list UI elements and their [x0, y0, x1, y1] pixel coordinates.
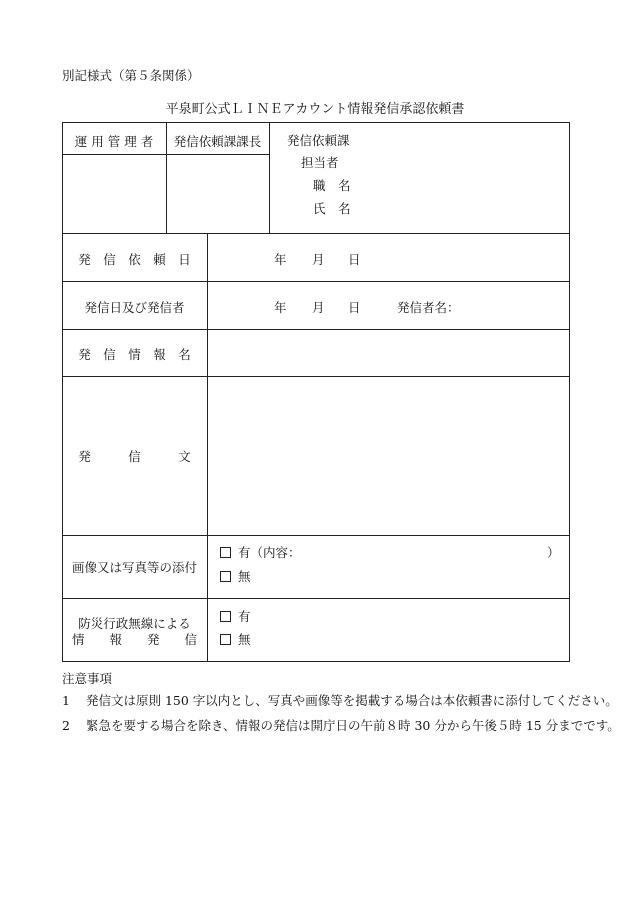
attachment-label: 画像又は写真等の添付 — [71, 560, 197, 575]
row-divider — [62, 281, 570, 282]
request-date-day: 日 — [348, 252, 361, 267]
row-divider — [62, 535, 570, 536]
operations-manager-label: 運 用 管 理 者 — [74, 134, 154, 149]
attachment-no-text: 無 — [238, 569, 251, 584]
request-date-month: 月 — [312, 252, 325, 267]
attachment-close-paren: ） — [547, 545, 560, 560]
disaster-radio-label-line1: 防災行政無線による — [78, 616, 191, 631]
note-number: 2 — [62, 718, 70, 733]
name-label: 氏 名 — [313, 201, 351, 216]
notes-title: 注意事項 — [62, 671, 113, 686]
person-in-charge-label: 担当者 — [301, 155, 339, 170]
row-divider — [62, 376, 570, 377]
document-title: 平泉町公式ＬＩＮＥアカウント情報発信承認依頼書 — [165, 102, 465, 117]
attachment-yes-option[interactable] — [220, 543, 301, 561]
request-date-year: 年 — [274, 252, 287, 267]
note-text: 発信文は原則 150 字以内とし、写真や画像等を掲載する場合は本依頼書に添付してください。 — [86, 693, 618, 708]
row-divider — [62, 329, 570, 330]
note-text: 緊急を要する場合を除き、情報の発信は開庁日の午前８時 30 分から午後５時 15 分までです。 — [86, 718, 620, 733]
row-divider — [62, 598, 570, 599]
disaster-radio-yes-text: 有 — [238, 609, 251, 624]
section-chief-label: 発信依頼課課長 — [173, 134, 262, 149]
send-date-day: 日 — [348, 300, 361, 315]
requesting-section-label: 発信依頼課 — [287, 133, 350, 148]
note-number: 1 — [62, 693, 70, 708]
row-divider — [62, 233, 570, 234]
send-date-year: 年 — [274, 300, 287, 315]
attachment-no-option[interactable] — [220, 567, 251, 585]
disaster-radio-yes-option[interactable] — [220, 607, 251, 625]
disaster-radio-no-option[interactable] — [220, 630, 251, 648]
send-date-month: 月 — [312, 300, 325, 315]
sender-name-label: 発信者名： — [397, 300, 460, 315]
position-label: 職 名 — [313, 178, 351, 193]
form-label: 別記様式（第５条関係） — [62, 68, 200, 83]
message-label: 発 信 文 — [78, 449, 191, 464]
request-date-label: 発 信 依 頼 日 — [78, 252, 191, 267]
disaster-radio-no-text: 無 — [238, 632, 251, 647]
attachment-yes-text: 有（内容： — [238, 545, 301, 560]
disaster-radio-no-checkbox[interactable] — [220, 634, 231, 645]
disaster-radio-yes-checkbox[interactable] — [220, 611, 231, 622]
send-date-sender-label: 発信日及び発信者 — [84, 300, 185, 315]
attachment-yes-checkbox[interactable] — [220, 547, 231, 558]
disaster-radio-label-line2: 情 報 発 信 — [71, 632, 197, 647]
note-item — [62, 716, 620, 734]
label-column-divider — [207, 233, 208, 662]
approval-divider-2 — [269, 122, 270, 233]
note-item — [62, 691, 618, 709]
info-name-label: 発 信 情 報 名 — [78, 347, 191, 362]
attachment-no-checkbox[interactable] — [220, 571, 231, 582]
